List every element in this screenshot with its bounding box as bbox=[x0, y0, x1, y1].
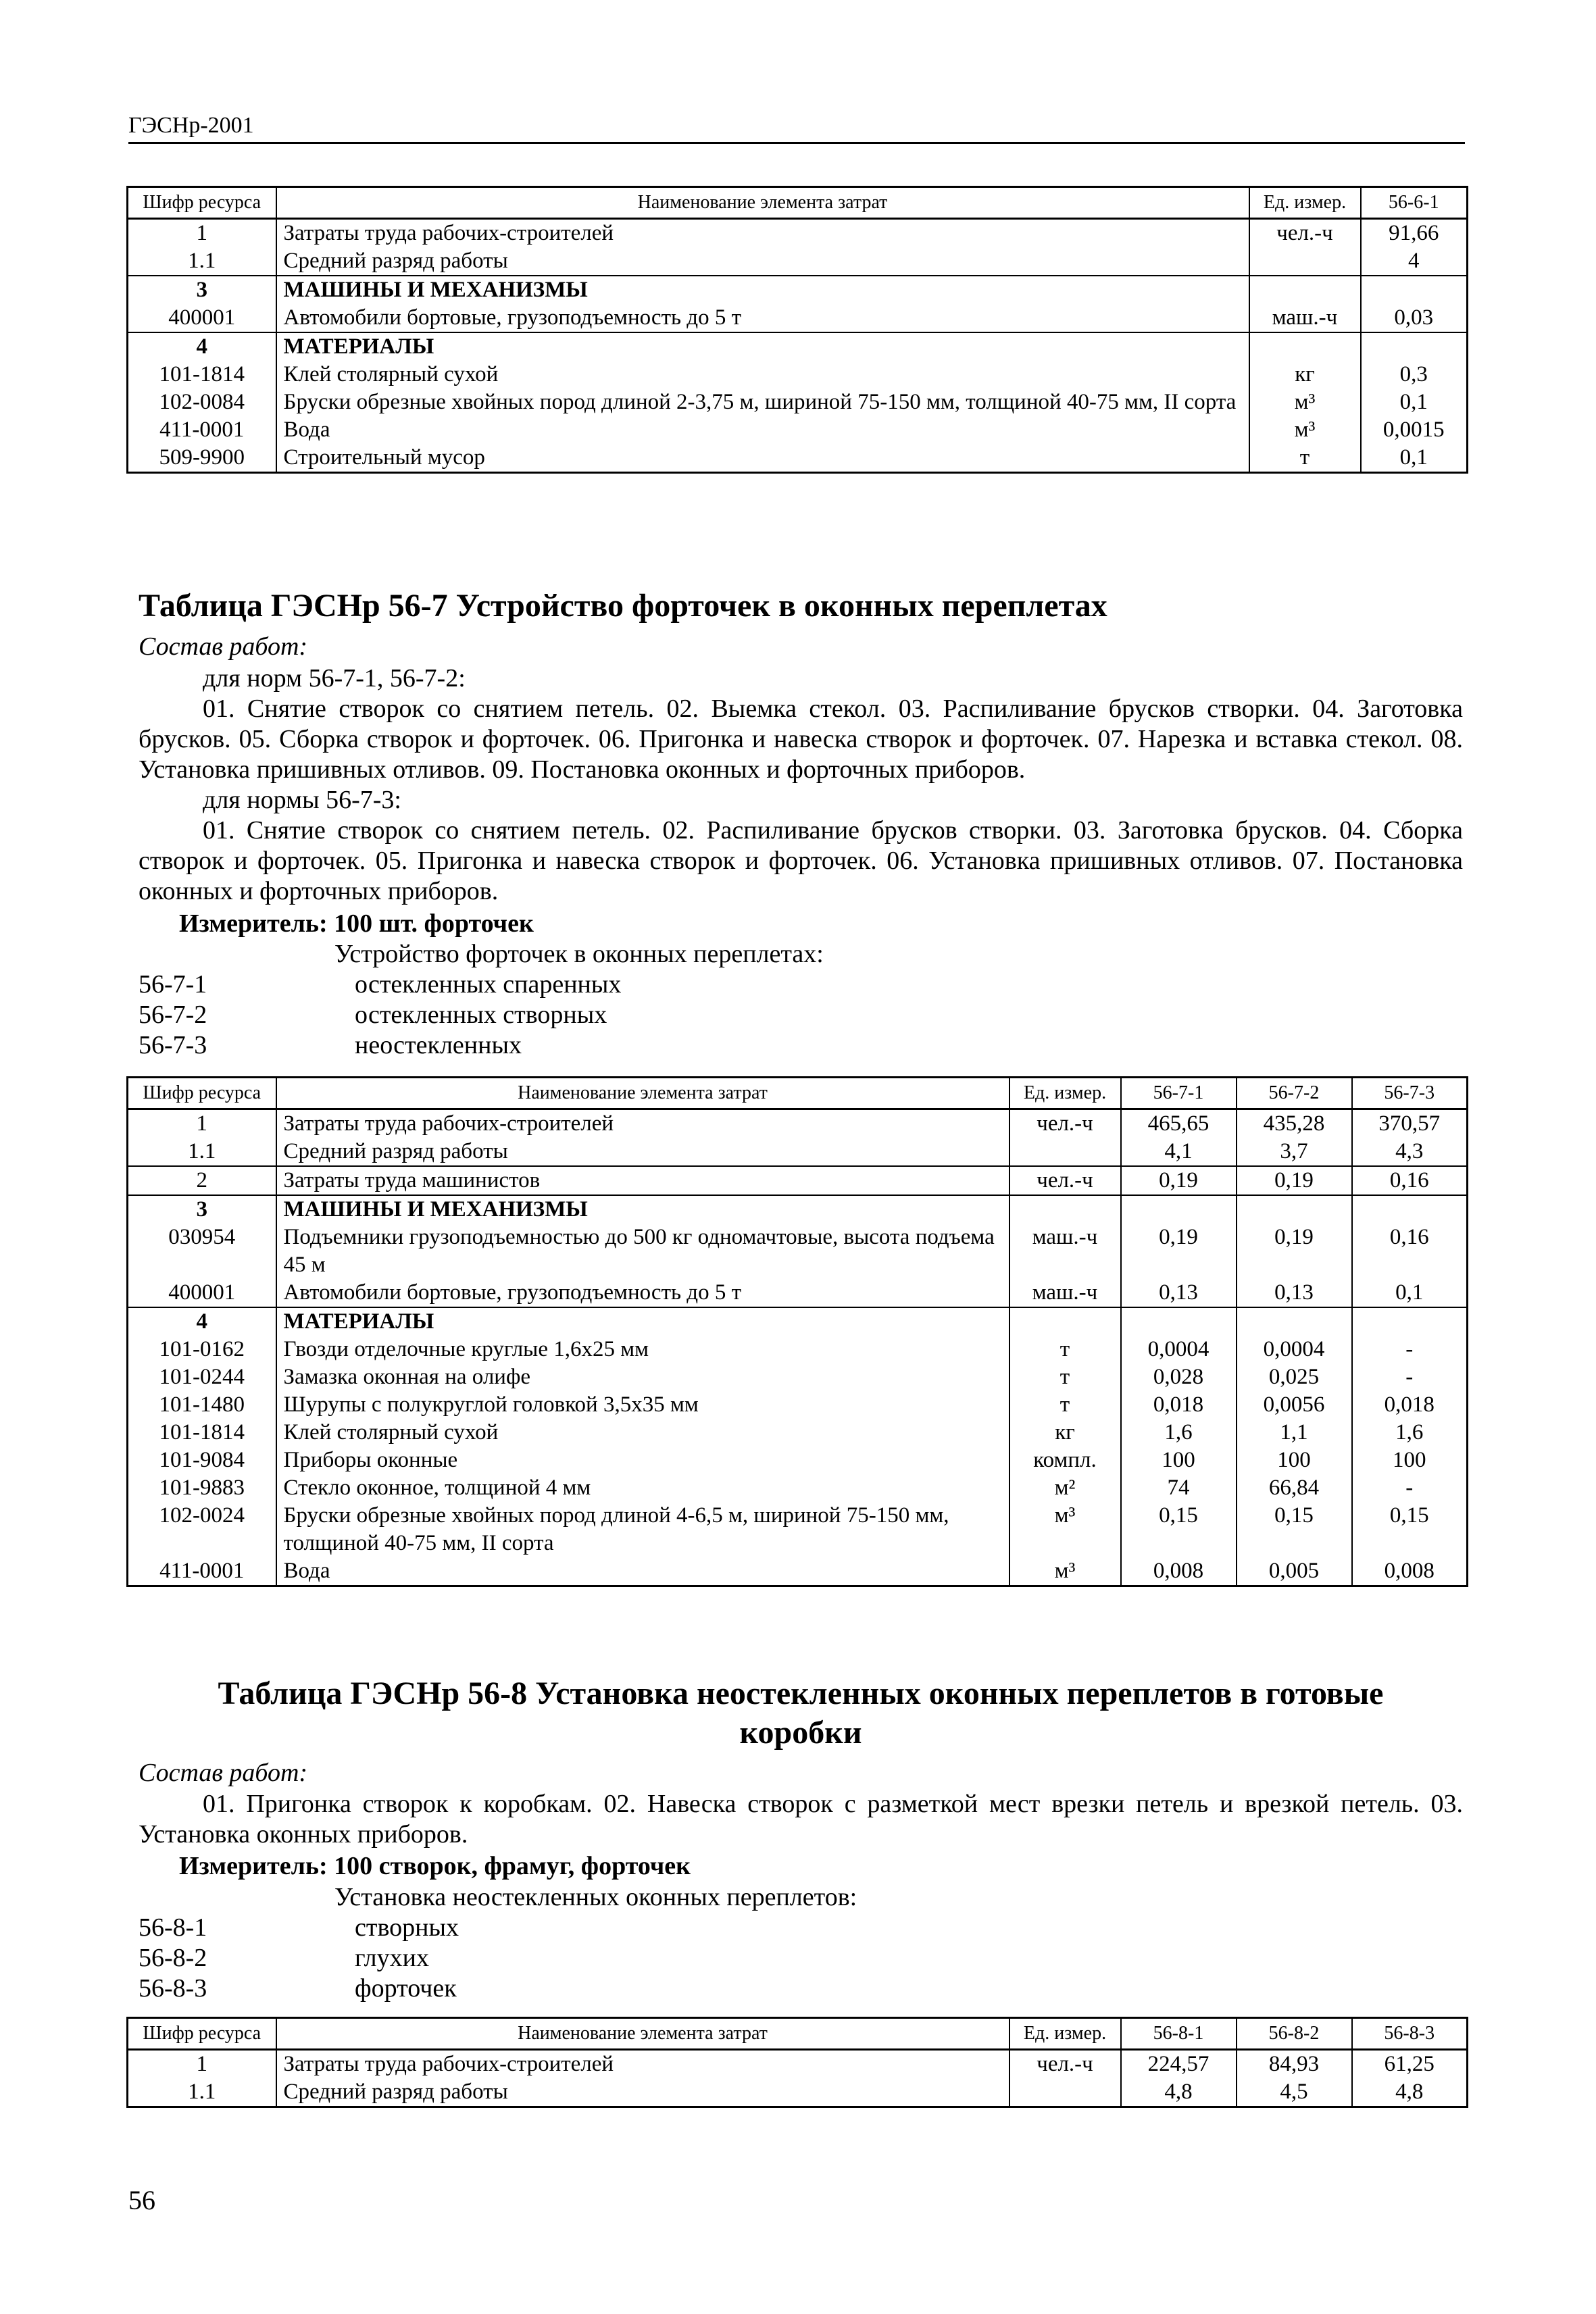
table-row bbox=[128, 1166, 1468, 1195]
table-row bbox=[128, 1336, 1468, 1363]
table-row bbox=[128, 304, 1468, 332]
cell-value: 0,15 bbox=[1121, 1502, 1237, 1557]
cell-code: 1 bbox=[128, 1109, 276, 1138]
cell-unit bbox=[1009, 1195, 1121, 1224]
cell-value: 0,028 bbox=[1121, 1363, 1237, 1391]
col-norm-header: 56-8-3 bbox=[1352, 2018, 1468, 2050]
cell-unit: м³ bbox=[1009, 1557, 1121, 1586]
cell-unit: т bbox=[1249, 444, 1361, 473]
table-row bbox=[128, 1363, 1468, 1391]
cell-unit bbox=[1009, 2078, 1121, 2107]
cell-name: Гвозди отделочные круглые 1,6x25 мм bbox=[276, 1336, 1009, 1363]
composition-label: Состав работ: bbox=[139, 1759, 308, 1787]
cell-value: 4,8 bbox=[1121, 2078, 1237, 2107]
variant-code: 56-8-3 bbox=[139, 1974, 207, 2003]
table-56-6 bbox=[126, 186, 1468, 474]
section-56-8-title bbox=[139, 1674, 1463, 1753]
cell-value: 1,6 bbox=[1121, 1419, 1237, 1447]
cell-code: 1 bbox=[128, 2050, 276, 2079]
cell-value: 0,0056 bbox=[1237, 1391, 1352, 1419]
cell-code: 101-1814 bbox=[128, 1419, 276, 1447]
table-row bbox=[128, 1557, 1468, 1586]
variant-code: 56-8-2 bbox=[139, 1944, 207, 1972]
cell-name: Средний разряд работы bbox=[276, 2078, 1009, 2107]
cell-value: 1,1 bbox=[1237, 1419, 1352, 1447]
cell-unit: м³ bbox=[1249, 416, 1361, 444]
variant-item bbox=[139, 1030, 824, 1061]
cell-value: 0,19 bbox=[1121, 1224, 1237, 1279]
cell-value: 0,13 bbox=[1237, 1279, 1352, 1307]
col-norm-header: 56-8-2 bbox=[1237, 2018, 1352, 2050]
cell-code: 1.1 bbox=[128, 1138, 276, 1166]
cell-code: 3 bbox=[128, 276, 276, 304]
cell-value: 100 bbox=[1352, 1447, 1468, 1474]
cell-name: Затраты труда рабочих-строителей bbox=[276, 2050, 1009, 2079]
cell-unit bbox=[1249, 332, 1361, 361]
section-title-line: Таблица ГЭСНр 56-8 Установка неостекленных оконных переплетов в готовые bbox=[218, 1676, 1384, 1711]
table-row bbox=[128, 1109, 1468, 1138]
cell-unit: маш.-ч bbox=[1009, 1279, 1121, 1307]
cell-code: 101-9084 bbox=[128, 1447, 276, 1474]
cell-value: 0,008 bbox=[1352, 1557, 1468, 1586]
table-body bbox=[128, 219, 1468, 473]
variants-list bbox=[139, 939, 824, 1061]
cell-code: 101-9883 bbox=[128, 1474, 276, 1502]
cell-code: 101-0244 bbox=[128, 1363, 276, 1391]
cell-value: 4 bbox=[1361, 247, 1468, 276]
cell-unit: кг bbox=[1009, 1419, 1121, 1447]
col-norm-header: 56-7-3 bbox=[1352, 1078, 1468, 1109]
variant-label: створных bbox=[355, 1913, 459, 1942]
cell-value: 74 bbox=[1121, 1474, 1237, 1502]
cell-code: 400001 bbox=[128, 304, 276, 332]
cell-unit: т bbox=[1009, 1336, 1121, 1363]
variant-label: остекленных спаренных bbox=[355, 970, 622, 999]
variant-label: глухих bbox=[355, 1944, 429, 1972]
cell-value: 0,03 bbox=[1361, 304, 1468, 332]
table-row bbox=[128, 1138, 1468, 1166]
cell-value: 0,16 bbox=[1352, 1224, 1468, 1279]
table-row bbox=[128, 1474, 1468, 1502]
cell-unit: т bbox=[1009, 1391, 1121, 1419]
cell-value bbox=[1121, 1195, 1237, 1224]
cell-name: Автомобили бортовые, грузоподъемность до 5 т bbox=[276, 304, 1249, 332]
table-row bbox=[128, 444, 1468, 473]
for-norms-label: для нормы 56-7-3: bbox=[203, 786, 401, 814]
table-row bbox=[128, 1447, 1468, 1474]
cell-name: Затраты труда машинистов bbox=[276, 1166, 1009, 1195]
cell-value: 84,93 bbox=[1237, 2050, 1352, 2079]
variant-item bbox=[139, 1973, 857, 2004]
cell-name: Бруски обрезные хвойных пород длиной 4-6,5 м, шириной 75-150 мм, толщиной 40-75 мм, II сорта bbox=[276, 1502, 1009, 1557]
cell-name: Автомобили бортовые, грузоподъемность до 5 т bbox=[276, 1279, 1009, 1307]
cell-name: Затраты труда рабочих-строителей bbox=[276, 1109, 1009, 1138]
cell-value: 0,1 bbox=[1361, 444, 1468, 473]
cell-value: 0,018 bbox=[1121, 1391, 1237, 1419]
col-name-header: Наименование элемента затрат bbox=[276, 1078, 1009, 1109]
cell-name: Средний разряд работы bbox=[276, 247, 1249, 276]
table-row bbox=[128, 276, 1468, 304]
cell-code: 411-0001 bbox=[128, 416, 276, 444]
table-row bbox=[128, 416, 1468, 444]
work-steps: 01. Снятие створок со снятием петель. 02. Выемка стекол. 03. Распиливание брусков створки. 04. Заготовка брусков. 05. Сборка створок и форточек. 06. Пригонка и навеска створок и форточек. 07. Нарезка и вставка стекол. 08. Установка пришивных отливов. 09. Постановка оконных и форточных приборов. bbox=[139, 695, 1463, 784]
cell-name: Подъемники грузоподъемностью до 500 кг одномачтовые, высота подъема 45 м bbox=[276, 1224, 1009, 1279]
cell-name: МАТЕРИАЛЫ bbox=[276, 1307, 1009, 1336]
cell-code: 102-0024 bbox=[128, 1502, 276, 1557]
col-norm-header: 56-7-1 bbox=[1121, 1078, 1237, 1109]
cell-value bbox=[1237, 1307, 1352, 1336]
table-56-8 bbox=[126, 2017, 1468, 2108]
cell-value: 0,008 bbox=[1121, 1557, 1237, 1586]
cell-name: Вода bbox=[276, 416, 1249, 444]
cell-value: - bbox=[1352, 1474, 1468, 1502]
cell-code: 101-0162 bbox=[128, 1336, 276, 1363]
running-header: ГЭСНр-2001 bbox=[128, 112, 1465, 144]
cell-value bbox=[1121, 1307, 1237, 1336]
cell-value: 4,1 bbox=[1121, 1138, 1237, 1166]
cell-name: МАТЕРИАЛЫ bbox=[276, 332, 1249, 361]
cell-value bbox=[1361, 276, 1468, 304]
table-row bbox=[128, 1307, 1468, 1336]
table-row bbox=[128, 219, 1468, 248]
cell-value: 0,018 bbox=[1352, 1391, 1468, 1419]
table-row bbox=[128, 1391, 1468, 1419]
cell-value: 3,7 bbox=[1237, 1138, 1352, 1166]
measure-unit: Измеритель: 100 шт. форточек bbox=[179, 909, 534, 938]
cell-unit: чел.-ч bbox=[1009, 2050, 1121, 2079]
cell-value: 0,13 bbox=[1121, 1279, 1237, 1307]
table-row bbox=[128, 1419, 1468, 1447]
cell-name: Замазка оконная на олифе bbox=[276, 1363, 1009, 1391]
work-steps: 01. Снятие створок со снятием петель. 02. Распиливание брусков створки. 03. Заготовка брусков. 04. Сборка створок и форточек. 05. Пригонка и навеска створок и форточек. 06. Установка пришивных отливов. 07. Постановка оконных и форточных приборов. bbox=[139, 816, 1463, 905]
cell-name: Стекло оконное, толщиной 4 мм bbox=[276, 1474, 1009, 1502]
cell-value: 465,65 bbox=[1121, 1109, 1237, 1138]
col-code-header: Шифр ресурса bbox=[128, 187, 276, 219]
table-row bbox=[128, 388, 1468, 416]
cell-value: 0,1 bbox=[1361, 388, 1468, 416]
cell-name: МАШИНЫ И МЕХАНИЗМЫ bbox=[276, 276, 1249, 304]
cell-code: 4 bbox=[128, 332, 276, 361]
section-56-8-text bbox=[139, 1789, 1463, 1850]
cell-code: 1.1 bbox=[128, 2078, 276, 2107]
cell-value: 0,025 bbox=[1237, 1363, 1352, 1391]
variant-code: 56-7-2 bbox=[139, 1001, 207, 1029]
cell-value: 4,5 bbox=[1237, 2078, 1352, 2107]
cell-code: 101-1814 bbox=[128, 361, 276, 388]
cell-unit: т bbox=[1009, 1363, 1121, 1391]
cell-name: Строительный мусор bbox=[276, 444, 1249, 473]
section-56-7-title: Таблица ГЭСНр 56-7 Устройство форточек в оконных переплетах bbox=[139, 588, 1107, 624]
cell-unit: компл. bbox=[1009, 1447, 1121, 1474]
cell-value: 0,15 bbox=[1352, 1502, 1468, 1557]
cell-value: 0,19 bbox=[1237, 1166, 1352, 1195]
col-norm-header: 56-6-1 bbox=[1361, 187, 1468, 219]
variants-list bbox=[139, 1882, 857, 2004]
cell-unit bbox=[1009, 1138, 1121, 1166]
cell-unit: маш.-ч bbox=[1009, 1224, 1121, 1279]
cell-code: 400001 bbox=[128, 1279, 276, 1307]
work-steps: 01. Пригонка створок к коробкам. 02. Навеска створок с разметкой мест врезки петель и врезкой петель. 03. Установка оконных приборов. bbox=[139, 1790, 1463, 1848]
col-code-header: Шифр ресурса bbox=[128, 1078, 276, 1109]
cell-code: 3 bbox=[128, 1195, 276, 1224]
col-norm-header: 56-7-2 bbox=[1237, 1078, 1352, 1109]
cell-unit: м³ bbox=[1249, 388, 1361, 416]
variant-label: форточек bbox=[355, 1974, 457, 2003]
cell-code: 1 bbox=[128, 219, 276, 248]
cell-code: 102-0084 bbox=[128, 388, 276, 416]
cell-value: 0,19 bbox=[1237, 1224, 1352, 1279]
variant-code: 56-8-1 bbox=[139, 1913, 207, 1942]
cell-value: 224,57 bbox=[1121, 2050, 1237, 2079]
cell-unit: м² bbox=[1009, 1474, 1121, 1502]
variant-item bbox=[139, 1913, 857, 1943]
cell-value: - bbox=[1352, 1336, 1468, 1363]
cell-value: 66,84 bbox=[1237, 1474, 1352, 1502]
cell-value: 0,0004 bbox=[1237, 1336, 1352, 1363]
cell-name: Бруски обрезные хвойных пород длиной 2-3,75 м, шириной 75-150 мм, толщиной 40-75 мм, II сорта bbox=[276, 388, 1249, 416]
cell-value bbox=[1361, 332, 1468, 361]
cell-code: 2 bbox=[128, 1166, 276, 1195]
table-56-7 bbox=[126, 1076, 1468, 1587]
cell-name: Шурупы с полукруглой головкой 3,5x35 мм bbox=[276, 1391, 1009, 1419]
cell-unit: чел.-ч bbox=[1009, 1109, 1121, 1138]
table-row bbox=[128, 1502, 1468, 1557]
variant-item bbox=[139, 1000, 824, 1030]
col-unit-header: Ед. измер. bbox=[1249, 187, 1361, 219]
cell-unit bbox=[1249, 247, 1361, 276]
col-unit-header: Ед. измер. bbox=[1009, 2018, 1121, 2050]
cell-value: 91,66 bbox=[1361, 219, 1468, 248]
cell-name: Клей столярный сухой bbox=[276, 361, 1249, 388]
cell-code: 411-0001 bbox=[128, 1557, 276, 1586]
cell-value: 0,1 bbox=[1352, 1279, 1468, 1307]
cell-value bbox=[1237, 1195, 1352, 1224]
cell-value: 1,6 bbox=[1352, 1419, 1468, 1447]
table-body bbox=[128, 1109, 1468, 1586]
cell-unit: маш.-ч bbox=[1249, 304, 1361, 332]
composition-label: Состав работ: bbox=[139, 632, 308, 661]
col-name-header: Наименование элемента затрат bbox=[276, 2018, 1009, 2050]
variants-intro: Установка неостекленных оконных переплетов: bbox=[334, 1883, 857, 1911]
variant-label: неостекленных bbox=[355, 1031, 522, 1059]
cell-code: 4 bbox=[128, 1307, 276, 1336]
cell-value: 0,19 bbox=[1121, 1166, 1237, 1195]
table-row bbox=[128, 2050, 1468, 2079]
cell-value: 100 bbox=[1237, 1447, 1352, 1474]
table-row bbox=[128, 1224, 1468, 1279]
cell-value: 0,0015 bbox=[1361, 416, 1468, 444]
cell-name: МАШИНЫ И МЕХАНИЗМЫ bbox=[276, 1195, 1009, 1224]
table-row bbox=[128, 1279, 1468, 1307]
measure-unit: Измеритель: 100 створок, фрамуг, форточек bbox=[179, 1852, 691, 1880]
page-number: 56 bbox=[128, 2185, 155, 2215]
table-row bbox=[128, 2078, 1468, 2107]
cell-value: 4,8 bbox=[1352, 2078, 1468, 2107]
col-code-header: Шифр ресурса bbox=[128, 2018, 276, 2050]
for-norms-label: для норм 56-7-1, 56-7-2: bbox=[203, 664, 466, 693]
variant-code: 56-7-3 bbox=[139, 1031, 207, 1059]
table-body bbox=[128, 2050, 1468, 2107]
cell-value: 435,28 bbox=[1237, 1109, 1352, 1138]
variant-code: 56-7-1 bbox=[139, 970, 207, 999]
col-unit-header: Ед. измер. bbox=[1009, 1078, 1121, 1109]
cell-value: 0,3 bbox=[1361, 361, 1468, 388]
col-norm-header: 56-8-1 bbox=[1121, 2018, 1237, 2050]
variant-item bbox=[139, 1943, 857, 1973]
section-title-line: коробки bbox=[739, 1715, 862, 1751]
cell-value: 370,57 bbox=[1352, 1109, 1468, 1138]
table-row bbox=[128, 361, 1468, 388]
cell-name: Затраты труда рабочих-строителей bbox=[276, 219, 1249, 248]
cell-unit bbox=[1249, 276, 1361, 304]
col-name-header: Наименование элемента затрат bbox=[276, 187, 1249, 219]
cell-unit: чел.-ч bbox=[1249, 219, 1361, 248]
cell-value bbox=[1352, 1195, 1468, 1224]
cell-value: - bbox=[1352, 1363, 1468, 1391]
cell-value: 0,0004 bbox=[1121, 1336, 1237, 1363]
variant-label: остекленных створных bbox=[355, 1001, 607, 1029]
cell-unit: кг bbox=[1249, 361, 1361, 388]
cell-code: 030954 bbox=[128, 1224, 276, 1279]
cell-unit: м³ bbox=[1009, 1502, 1121, 1557]
cell-value: 0,005 bbox=[1237, 1557, 1352, 1586]
cell-name: Вода bbox=[276, 1557, 1009, 1586]
cell-code: 509-9900 bbox=[128, 444, 276, 473]
cell-value bbox=[1352, 1307, 1468, 1336]
cell-value: 4,3 bbox=[1352, 1138, 1468, 1166]
cell-value: 100 bbox=[1121, 1447, 1237, 1474]
cell-unit: чел.-ч bbox=[1009, 1166, 1121, 1195]
cell-code: 1.1 bbox=[128, 247, 276, 276]
cell-name: Клей столярный сухой bbox=[276, 1419, 1009, 1447]
table-row bbox=[128, 1195, 1468, 1224]
cell-value: 61,25 bbox=[1352, 2050, 1468, 2079]
section-56-7-text bbox=[139, 663, 1463, 907]
variants-intro: Устройство форточек в оконных переплетах: bbox=[334, 940, 824, 968]
cell-unit bbox=[1009, 1307, 1121, 1336]
table-row bbox=[128, 332, 1468, 361]
cell-name: Средний разряд работы bbox=[276, 1138, 1009, 1166]
cell-name: Приборы оконные bbox=[276, 1447, 1009, 1474]
cell-value: 0,15 bbox=[1237, 1502, 1352, 1557]
cell-code: 101-1480 bbox=[128, 1391, 276, 1419]
table-row bbox=[128, 247, 1468, 276]
cell-value: 0,16 bbox=[1352, 1166, 1468, 1195]
variant-item bbox=[139, 970, 824, 1000]
